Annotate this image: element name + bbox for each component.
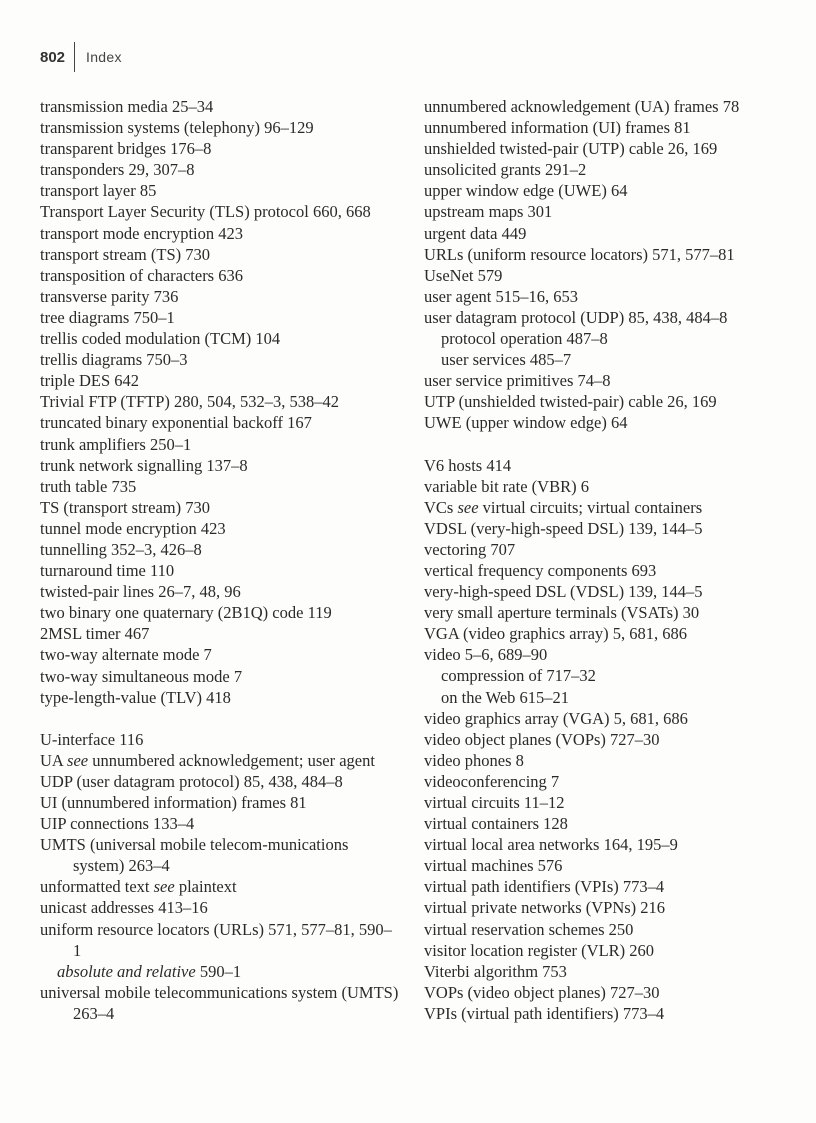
entry-fragment: absolute and relative (57, 961, 196, 981)
index-entry: video phones 8 (424, 750, 524, 770)
index-entry: trellis coded modulation (TCM) 104 (40, 329, 281, 349)
index-entry: UI (unnumbered information) frames 81 (40, 793, 307, 812)
index-entry: unsolicited grants 291–2 (424, 160, 587, 180)
index-entry: UTP (unshielded twisted-pair) cable 26, 169 (424, 392, 717, 412)
entry-fragment: see (457, 497, 479, 517)
index-entry: virtual circuits 11–12 (424, 793, 565, 812)
index-entry: tree diagrams 750–1 (40, 307, 175, 327)
letter-section-gap (424, 434, 794, 455)
index-entry: Viterbi algorithm 753 (424, 961, 567, 981)
index-entry: truth table 735 (40, 476, 137, 496)
entry-fragment: virtual circuits; virtual containers (478, 497, 703, 517)
index-entry: variable bit rate (VBR) 6 (424, 476, 589, 496)
index-subentry: compression of 717–32 (441, 666, 596, 686)
index-entry: Transport Layer Security (TLS) protocol 660, 668 (40, 202, 371, 222)
letter-section-gap (40, 708, 400, 729)
index-entry: visitor location register (VLR) 260 (424, 940, 655, 960)
entry-fragment: see (67, 750, 89, 770)
index-subentry: user services 485–7 (441, 350, 572, 370)
index-entry: TS (transport stream) 730 (40, 497, 211, 517)
index-entry: triple DES 642 (40, 371, 139, 391)
index-entry: videoconferencing 7 (424, 771, 560, 791)
index-entry: urgent data 449 (424, 223, 527, 243)
index-column-right (424, 96, 794, 1024)
index-entry: universal mobile telecommunications system (UMTS) 263–4 (40, 982, 399, 1023)
entry-fragment: unnumbered acknowledgement; user agent (88, 750, 375, 770)
header-divider (74, 42, 75, 72)
entry-fragment: UA (40, 750, 68, 770)
index-entry: type-length-value (TLV) 418 (40, 687, 231, 707)
index-entry: unnumbered information (UI) frames 81 (424, 118, 691, 138)
index-entry: two-way simultaneous mode 7 (40, 666, 243, 686)
index-column-left (40, 96, 400, 1024)
index-entry: trellis diagrams 750–3 (40, 350, 188, 370)
index-entry: U-interface 116 (40, 729, 144, 749)
index-entry: tunnelling 352–3, 426–8 (40, 539, 202, 559)
page-header (40, 40, 122, 74)
index-entry: upstream maps 301 (424, 202, 553, 222)
index-entry: VDSL (very-high-speed DSL) 139, 144–5 (424, 518, 703, 538)
index-entry: very-high-speed DSL (VDSL) 139, 144–5 (424, 582, 703, 602)
index-entry: unnumbered acknowledgement (UA) frames 78 (424, 97, 740, 116)
index-entry: UWE (upper window edge) 64 (424, 413, 628, 433)
index-entry: transverse parity 736 (40, 286, 179, 306)
index-entry: transmission media 25–34 (40, 97, 214, 116)
entry-fragment: VCs (424, 497, 458, 517)
index-entry: user datagram protocol (UDP) 85, 438, 484–8 (424, 307, 728, 327)
index-entry: virtual containers 128 (424, 814, 568, 834)
page-number: 802 (40, 48, 66, 66)
index-entry: turnaround time 110 (40, 561, 175, 581)
section-title: Index (86, 49, 122, 65)
index-entry: truncated binary exponential backoff 167 (40, 413, 312, 433)
index-entry: virtual local area networks 164, 195–9 (424, 835, 678, 855)
index-entry: 2MSL timer 467 (40, 624, 150, 644)
entry-fragment: see (153, 877, 175, 897)
index-entry: virtual private networks (VPNs) 216 (424, 898, 666, 918)
index-entry (40, 750, 400, 771)
index-subentry: protocol operation 487–8 (441, 329, 608, 349)
index-entry: transmission systems (telephony) 96–129 (40, 118, 314, 138)
index-entry: video 5–6, 689–90 (424, 645, 548, 665)
index-entry: transport layer 85 (40, 181, 157, 201)
index-entry: user agent 515–16, 653 (424, 286, 578, 306)
index-entry (424, 497, 794, 518)
index-entry: UIP connections 133–4 (40, 814, 195, 834)
index-entry: tunnel mode encryption 423 (40, 518, 226, 538)
index-entry: vectoring 707 (424, 539, 516, 559)
index-entry: transponders 29, 307–8 (40, 160, 195, 180)
entry-fragment: 590–1 (195, 961, 242, 981)
index-entry: vertical frequency components 693 (424, 560, 657, 580)
index-entry: unshielded twisted-pair (UTP) cable 26, 169 (424, 139, 718, 159)
index-entry (40, 876, 400, 897)
entry-fragment: unformatted text (40, 877, 154, 897)
index-entry: unicast addresses 413–16 (40, 898, 208, 918)
index-entry: transposition of characters 636 (40, 265, 243, 285)
index-entry: URLs (uniform resource locators) 571, 577–81 (424, 244, 735, 264)
index-subentry (40, 961, 400, 982)
index-entry: video object planes (VOPs) 727–30 (424, 729, 660, 749)
index-entry: upper window edge (UWE) 64 (424, 181, 628, 201)
entry-fragment: plaintext (174, 877, 237, 897)
index-entry: very small aperture terminals (VSATs) 30 (424, 603, 700, 623)
index-entry: two-way alternate mode 7 (40, 645, 212, 665)
index-entry: VPIs (virtual path identifiers) 773–4 (424, 1003, 665, 1023)
index-entry: uniform resource locators (URLs) 571, 577–81, 590–1 (40, 919, 392, 960)
index-entry: transport mode encryption 423 (40, 223, 243, 243)
index-entry: twisted-pair lines 26–7, 48, 96 (40, 582, 241, 602)
index-entry: transparent bridges 176–8 (40, 139, 212, 159)
index-entry: virtual path identifiers (VPIs) 773–4 (424, 877, 665, 897)
index-entry: UDP (user datagram protocol) 85, 438, 484–8 (40, 771, 343, 791)
index-entry: two binary one quaternary (2B1Q) code 119 (40, 603, 332, 623)
index-entry: trunk network signalling 137–8 (40, 455, 248, 475)
index-entry: V6 hosts 414 (424, 455, 512, 475)
index-entry: virtual reservation schemes 250 (424, 919, 634, 939)
index-entry: VGA (video graphics array) 5, 681, 686 (424, 624, 688, 644)
index-entry: user service primitives 74–8 (424, 371, 611, 391)
index-entry: Trivial FTP (TFTP) 280, 504, 532–3, 538–42 (40, 392, 340, 412)
index-entry: trunk amplifiers 250–1 (40, 434, 192, 454)
index-entry: transport stream (TS) 730 (40, 244, 211, 264)
index-entry: virtual machines 576 (424, 856, 563, 876)
index-entry: VOPs (video object planes) 727–30 (424, 982, 660, 1002)
index-entry: video graphics array (VGA) 5, 681, 686 (424, 708, 688, 728)
index-subentry: on the Web 615–21 (441, 687, 570, 707)
index-entry: UMTS (universal mobile telecom-munications system) 263–4 (40, 835, 349, 876)
index-entry: UseNet 579 (424, 265, 503, 285)
